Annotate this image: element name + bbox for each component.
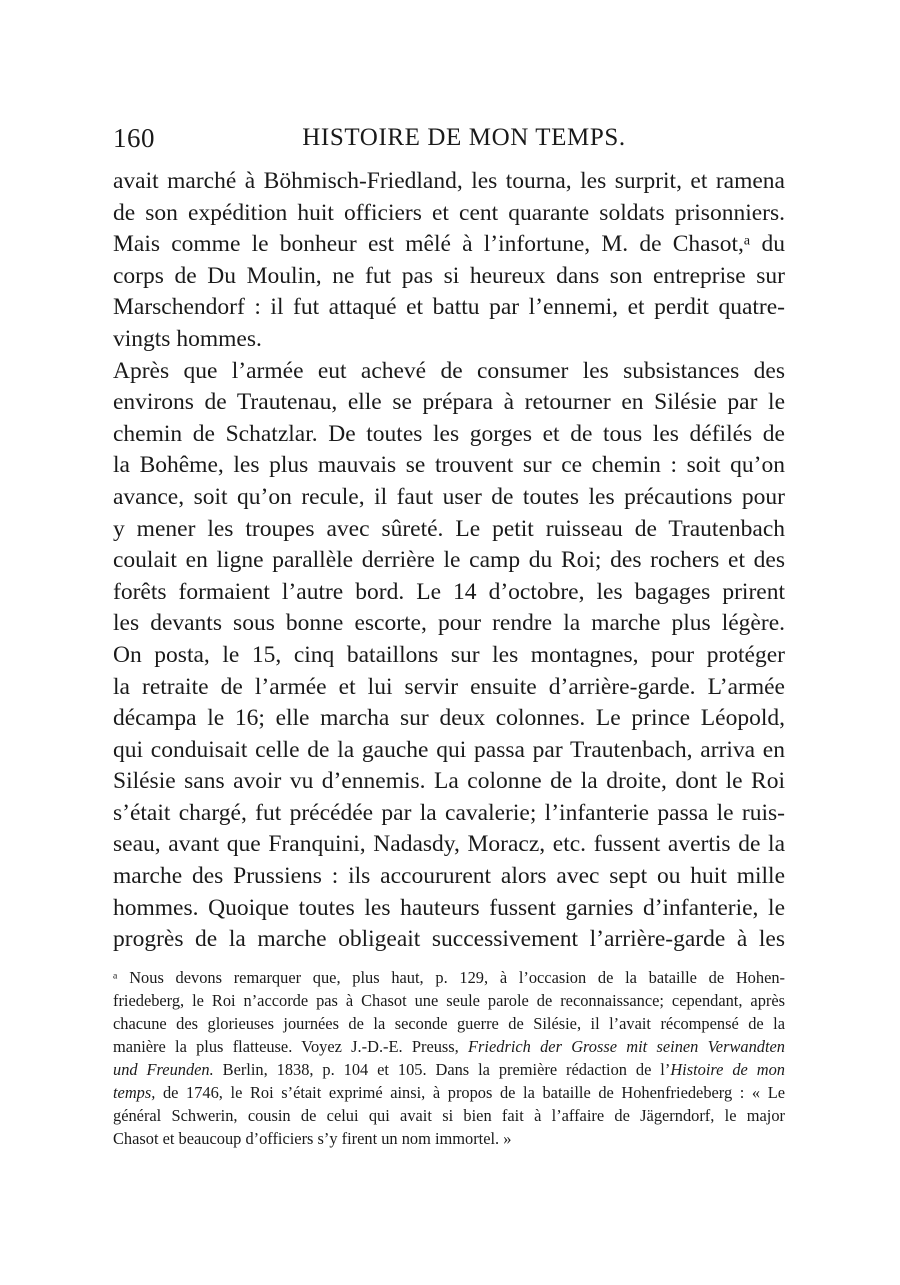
body-line: corps de Du Moulin, ne fut pas si heureux dans son entreprise sur [113, 262, 785, 289]
body-line: hommes. Quoique toutes les hauteurs fussent garnies d’infanterie, le [113, 894, 785, 921]
body-line: la retraite de l’armée et lui servir ensuite d’arrière-garde. L’armée [113, 673, 785, 700]
body-line: Après que l’armée eut achevé de consumer les subsistances des [113, 357, 785, 384]
footnote-line: Chasot et beaucoup d’officiers s’y firent un nom immortel. » [113, 1129, 512, 1148]
footnote-text: de 1746, le Roi s’était exprimé ainsi, à propos de la bataille de Hohenfriedeberg : « Le [155, 1083, 785, 1102]
body-line: s’était chargé, fut précédée par la cavalerie; l’infanterie passa le ruis- [113, 799, 785, 826]
body-line: vingts hommes. [113, 325, 262, 352]
running-title: HISTOIRE DE MON TEMPS. [302, 124, 626, 151]
body-line: chemin de Schatzlar. De toutes les gorges et de tous les défilés de [113, 420, 785, 447]
body-line: décampa le 16; elle marcha sur deux colonnes. Le prince Léopold, [113, 705, 785, 732]
footnote-line [113, 1035, 785, 1058]
body-line: y mener les troupes avec sûreté. Le petit ruisseau de Trautenbach [113, 515, 785, 542]
body-text [113, 166, 785, 956]
body-line: progrès de la marche obligeait successivement l’arrière-garde à les [113, 926, 785, 953]
page-number: 160 [113, 123, 155, 153]
book-title: temps, [113, 1083, 156, 1102]
body-line: avait marché à Böhmisch-Friedland, les tourna, les surprit, et ramena [113, 168, 785, 194]
footnote-text: manière la plus flatteuse. Voyez J.-D.-E. Preuss, [113, 1037, 469, 1056]
body-line: avance, soit qu’on recule, il faut user de toutes les précautions pour [113, 483, 785, 510]
body-line: environs de Trautenau, elle se prépara à retourner en Silésie par le [113, 389, 785, 416]
body-line: seau, avant que Franquini, Nadasdy, Moracz, etc. fussent avertis de la [113, 831, 785, 858]
body-line: la Bohême, les plus mauvais se trouvent sur ce chemin : soit qu’on [113, 452, 785, 479]
body-line: forêts formaient l’autre bord. Le 14 d’octobre, les bagages prirent [113, 578, 785, 605]
book-title: Histoire de mon [670, 1060, 785, 1079]
footnote-line [113, 1058, 785, 1081]
body-line: On posta, le 15, cinq bataillons sur les montagnes, pour protéger [113, 641, 785, 668]
body-line: de son expédition huit officiers et cent quarante soldats prisonniers. [113, 199, 785, 226]
body-line: Mais comme le bonheur est mêlé à l’infortune, M. de Chasot,ᵃ du [113, 231, 785, 258]
footnote [113, 966, 785, 1150]
footnote-line [113, 1081, 785, 1104]
footnote-line: chacune des glorieuses journées de la seconde guerre de Silésie, il l’avait récompensé de la [113, 1014, 785, 1033]
footnote-line: ᵃ Nous devons remarquer que, plus haut, p. 129, à l’occasion de la bataille de Hohen- [113, 968, 785, 987]
footnote-line: friedeberg, le Roi n’accorde pas à Chasot une seule parole de reconnaissance; cependant, après [113, 991, 785, 1010]
footnote-text: Berlin, 1838, p. 104 et 105. Dans la première rédaction de l’ [213, 1060, 671, 1079]
running-head [113, 118, 785, 158]
book-title: Friedrich der Grosse mit seinen Verwandten [468, 1037, 785, 1056]
body-line: Marschendorf : il fut attaqué et battu par l’ennemi, et perdit quatre- [113, 294, 785, 321]
body-line: qui conduisait celle de la gauche qui passa par Trautenbach, arriva en [113, 736, 785, 763]
footnote-line: général Schwerin, cousin de celui qui avait si bien fait à l’affaire de Jägerndorf, le major [113, 1106, 785, 1125]
body-line: les devants sous bonne escorte, pour rendre la marche plus légère. [113, 610, 785, 637]
book-title: und Freunden. [113, 1060, 214, 1079]
body-line: marche des Prussiens : ils accoururent alors avec sept ou huit mille [113, 863, 785, 890]
body-line: coulait en ligne parallèle derrière le camp du Roi; des rochers et des [113, 547, 785, 574]
body-line: Silésie sans avoir vu d’ennemis. La colonne de la droite, dont le Roi [113, 768, 785, 795]
